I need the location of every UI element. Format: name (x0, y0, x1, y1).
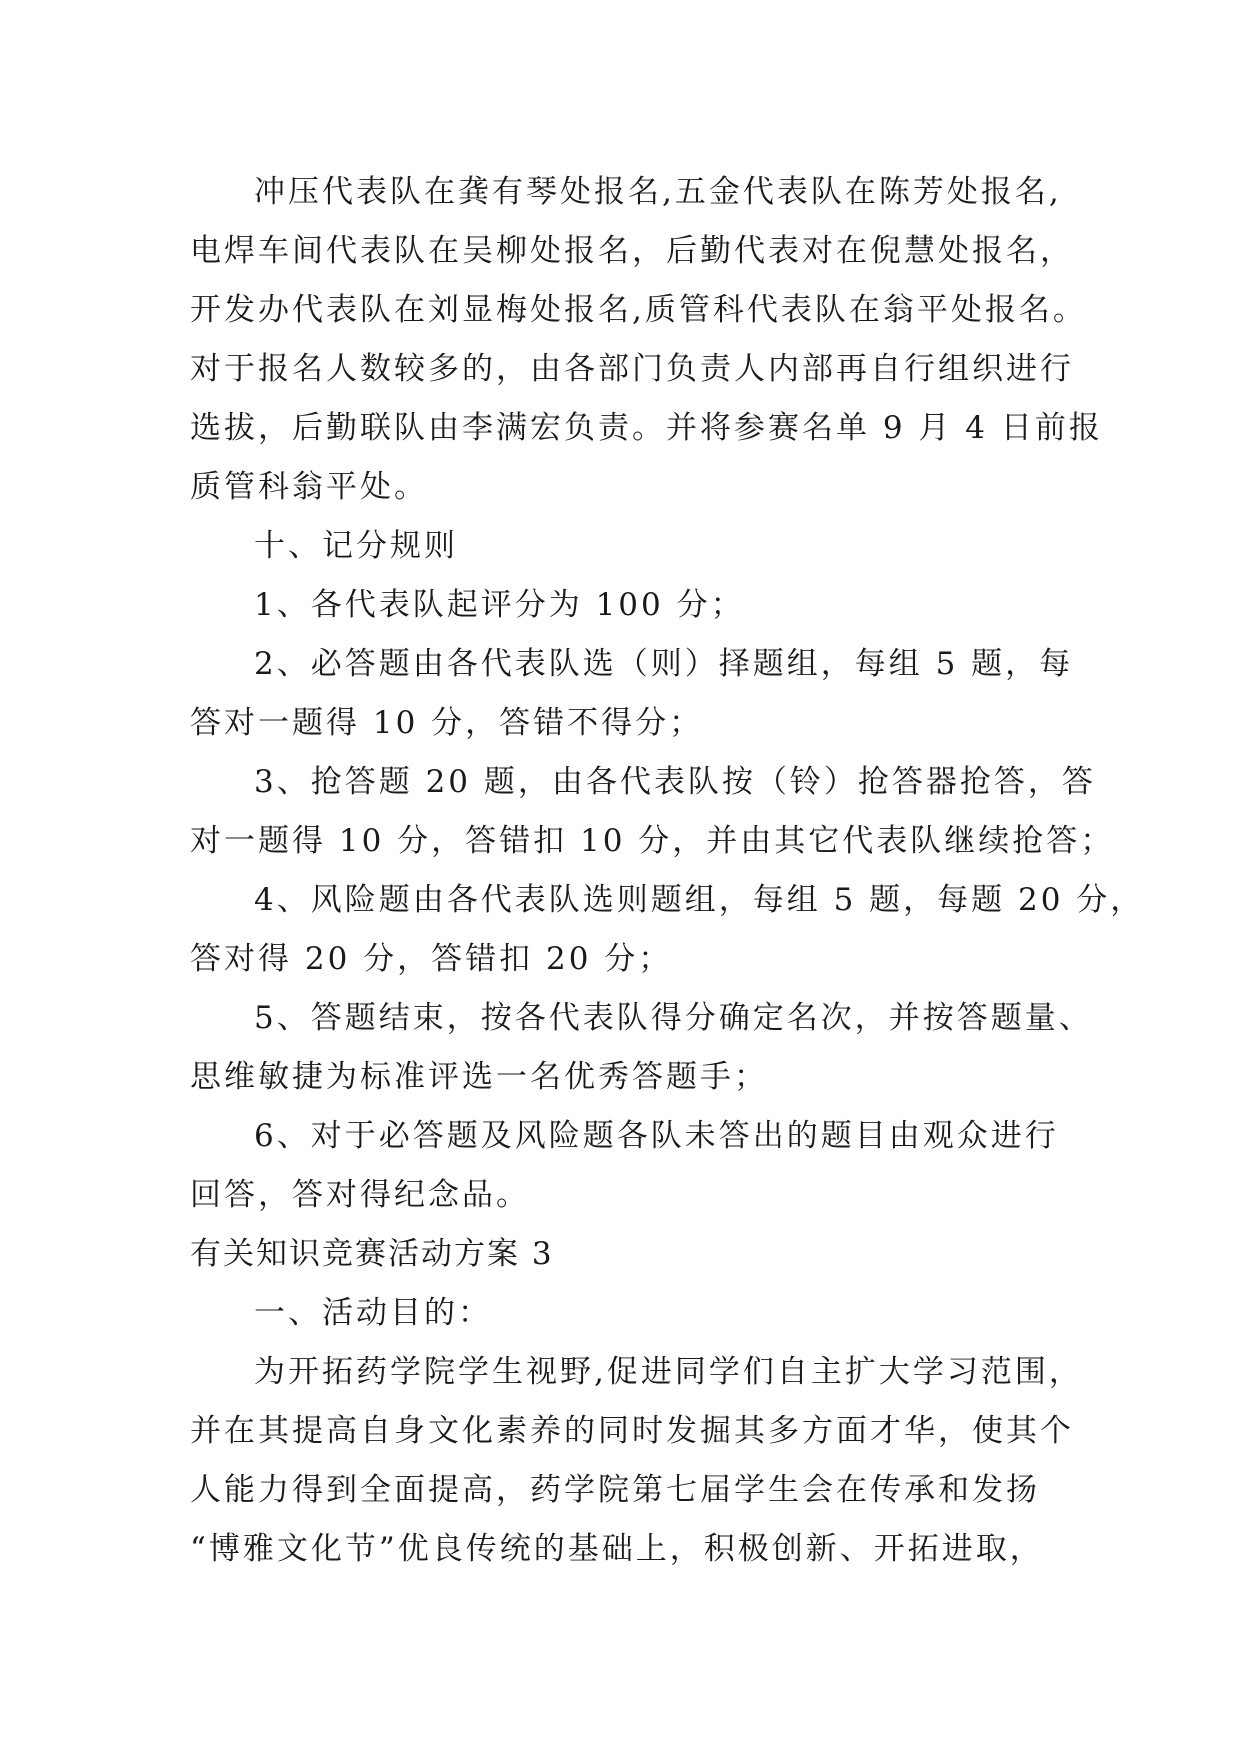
text-line: 思维敏捷为标准评选一名优秀答题手； (190, 1059, 768, 1095)
plan-title: 有关知识竞赛活动方案 3 (190, 1236, 554, 1272)
rule-item-3: 3、抢答题 20 题，由各代表队按（铃）抢答器抢答，答 (254, 764, 1096, 800)
rule-item-4: 4、风险题由各代表队选则题组，每组 5 题，每题 20 分， (254, 882, 1145, 918)
text-line: 冲压代表队在龚有琴处报名,五金代表队在陈芳处报名, (254, 174, 1062, 210)
section-heading-scoring-rules: 十、记分规则 (254, 528, 458, 564)
text-line: 人能力得到全面提高，药学院第七届学生会在传承和发扬 (190, 1472, 1040, 1508)
text-line: 对一题得 10 分，答错扣 10 分，并由其它代表队继续抢答； (190, 823, 1115, 859)
section-heading-purpose: 一、活动目的： (254, 1295, 492, 1331)
text-line: 电焊车间代表队在吴柳处报名，后勤代表对在倪慧处报名， (190, 233, 1074, 269)
text-line: 选拔，后勤联队由李满宏负责。并将参赛名单 9 月 4 日前报 (190, 410, 1103, 446)
text-line: 答对得 20 分，答错扣 20 分； (190, 941, 673, 977)
text-line: 对于报名人数较多的，由各部门负责人内部再自行组织进行 (190, 351, 1074, 387)
document-body (190, 163, 1145, 1579)
rule-item-1: 1、各代表队起评分为 100 分； (254, 587, 745, 623)
rule-item-6: 6、对于必答题及风险题各队未答出的题目由观众进行 (254, 1118, 1059, 1154)
text-line: 并在其提高自身文化素养的同时发掘其多方面才华，使其个 (190, 1413, 1074, 1449)
text-line: 为开拓药学院学生视野,促进同学们自主扩大学习范围， (254, 1354, 1083, 1390)
rule-item-2: 2、必答题由各代表队选（则）择题组，每组 5 题，每 (254, 646, 1074, 682)
text-line: 回答，答对得纪念品。 (190, 1177, 530, 1213)
text-line: 答对一题得 10 分，答错不得分； (190, 705, 704, 741)
rule-item-5: 5、答题结束，按各代表队得分确定名次，并按答题量、 (254, 1000, 1093, 1036)
text-line: 开发办代表队在刘显梅处报名,质管科代表队在翁平处报名。 (190, 292, 1087, 328)
text-line: “博雅文化节”优良传统的基础上，积极创新、开拓进取， (190, 1531, 1044, 1567)
text-line: 质管科翁平处。 (190, 469, 428, 505)
